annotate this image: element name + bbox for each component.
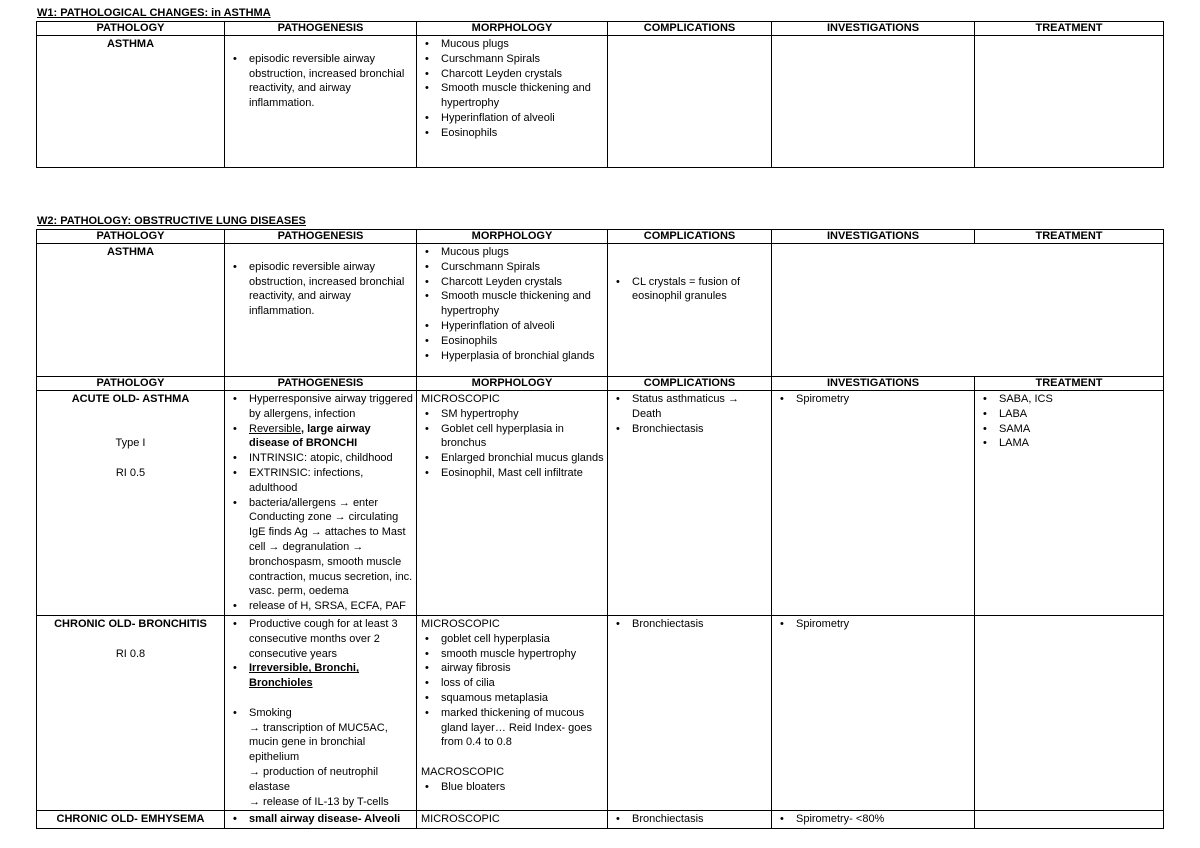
list-item: • Bronchiectasis [610,617,769,632]
w2-emphysema-pathology-cell [37,811,225,829]
w2-header-complications: COMPLICATIONS [608,230,772,244]
list-item: • Charcott Leyden crystals [419,275,605,290]
w2-bronchitis-pathology-cell [37,615,225,810]
w2-table [36,229,1164,829]
list-item: • Enlarged bronchial mucus glands [419,451,605,466]
list-item: • airway fibrosis [419,661,605,676]
w1-investigations-cell [772,36,975,168]
list-item: • Mucous plugs [419,37,605,52]
list-item: → release of IL-13 by T-cells [249,795,389,808]
list-item: • Status asthmaticus → Death [610,392,769,422]
w1-pathogenesis-cell [225,36,417,168]
w2-acute-type: Type I [115,437,146,450]
w2-bronchitis-pathology: CHRONIC OLD- BRONCHITIS [54,617,207,630]
w1-row-asthma [37,36,1164,168]
macroscopic-heading: MACROSCOPIC [421,765,505,778]
w2-acute-treatment-cell [975,391,1164,616]
list-item: • goblet cell hyperplasia [419,632,605,647]
reversible-text: Reversible [249,422,301,435]
w1-header-morphology: MORPHOLOGY [417,22,608,36]
w2-subheader-complications: COMPLICATIONS [608,377,772,391]
w1-pathology: ASTHMA [106,38,155,50]
w1-table [36,21,1164,168]
list-item: • Spirometry [774,392,972,407]
list-item: • SAMA [977,422,1161,437]
w2-subheader-morphology: MORPHOLOGY [417,377,608,391]
w2-subheader-pathogenesis: PATHOGENESIS [225,377,417,391]
w2-emphysema-complications-cell [608,811,772,829]
w2-emphysema-morphology-cell [417,811,608,829]
list-item: • SM hypertrophy [419,407,605,422]
list-item: • Blue bloaters [419,780,605,795]
microscopic-heading: MICROSCOPIC [421,617,500,630]
list-item: • Spirometry [774,617,972,632]
w2-acute-pathology: ACUTE OLD- ASTHMA [71,393,190,405]
w2-asthma-pathology: ASTHMA [106,246,155,258]
list-item: • Eosinophils [419,126,605,141]
w2-emphysema-pathogenesis-cell [225,811,417,829]
list-item: • squamous metaplasia [419,691,605,706]
list-item: • Smooth muscle thickening and hypertrophy [419,81,605,111]
list-item: • LAMA [977,436,1161,451]
w2-acute-morphology-cell [417,391,608,616]
w2-header-row [37,230,1164,244]
w2-title: W2: PATHOLOGY: OBSTRUCTIVE LUNG DISEASES [37,215,306,227]
w2-bronchitis-pathogenesis-cell [225,615,417,810]
w2-row-chronic-bronchitis [37,615,1164,810]
list-item: • loss of cilia [419,676,605,691]
w2-asthma-inv-treat-cell [772,244,1164,377]
list-item: • small airway disease- Alveoli [227,812,414,827]
w2-emphysema-treatment-cell [975,811,1164,829]
w1-header-pathogenesis: PATHOGENESIS [225,22,417,36]
list-item: • CL crystals = fusion of eosinophil granules [610,275,769,305]
w2-header-pathology: PATHOLOGY [37,230,225,244]
w2-header-morphology: MORPHOLOGY [417,230,608,244]
w2-row-asthma [37,244,1164,377]
w2-acute-ri: RI 0.5 [115,466,146,479]
w2-subheader-treatment: TREATMENT [975,377,1164,391]
list-item: • Eosinophil, Mast cell infiltrate [419,466,605,481]
w2-bronchitis-morphology-cell [417,615,608,810]
list-item: → production of neutrophil elastase [249,765,379,793]
w1-header-pathology: PATHOLOGY [37,22,225,36]
list-item: • Mucous plugs [419,245,605,260]
list-item: • bacteria/allergens → enter Conducting zone → circulating IgE finds Ag → attaches to Mast cell → degranulation → bronchospasm, smooth muscle contraction, mucus secretion, inc. vasc. perm, oedema [227,496,414,600]
list-item: • EXTRINSIC: infections, adulthood [227,466,414,496]
list-item: → transcription of MUC5AC, mucin gene in bronchial epithelium [249,721,388,764]
w2-asthma-pathogenesis-cell [225,244,417,377]
w2-bronchitis-complications-cell [608,615,772,810]
w2-bronchitis-investigations-cell [772,615,975,810]
w1-header-complications: COMPLICATIONS [608,22,772,36]
w2-subheader-investigations: INVESTIGATIONS [772,377,975,391]
w2-acute-pathogenesis-cell [225,391,417,616]
list-item: • smooth muscle hypertrophy [419,647,605,662]
w2-bronchitis-ri: RI 0.8 [115,647,146,660]
list-item: • Spirometry- <80% [774,812,972,827]
list-item: • Curschmann Spirals [419,260,605,275]
list-item: • Hyperresponsive airway triggered by allergens, infection [227,392,414,422]
w2-asthma-complications-cell [608,244,772,377]
list-item: • Charcott Leyden crystals [419,67,605,82]
list-item: • marked thickening of mucous gland layer… Reid Index- goes from 0.4 to 0.8 [419,706,605,750]
list-item: • episodic reversible airway obstruction, increased bronchial reactivity, and airway inflammation. [227,52,414,111]
w1-pathology-cell [37,36,225,168]
w2-header-treatment: TREATMENT [975,230,1164,244]
list-item: • Productive cough for at least 3 consecutive months over 2 consecutive years [227,617,414,661]
w2-asthma-morphology-cell [417,244,608,377]
list-item: • Bronchiectasis [610,812,769,827]
irreversible-text: Irreversible, Bronchi, Bronchioles [249,662,360,690]
w2-acute-complications-cell [608,391,772,616]
w1-title: W1: PATHOLOGICAL CHANGES: in ASTHMA [37,7,271,19]
w2-row-chronic-emphysema [37,811,1164,829]
w1-header-treatment: TREATMENT [975,22,1164,36]
list-item [227,422,414,452]
list-item: • Smoking [227,706,414,721]
w2-row-acute-asthma [37,391,1164,616]
w2-subheader-row [37,377,1164,391]
w2-acute-investigations-cell [772,391,975,616]
w2-emphysema-investigations-cell [772,811,975,829]
list-item: • Bronchiectasis [610,422,769,437]
w1-complications-cell [608,36,772,168]
w2-acute-pathology-cell [37,391,225,616]
w1-morphology-cell [417,36,608,168]
w2-asthma-pathology-cell [37,244,225,377]
w1-treatment-cell [975,36,1164,168]
microscopic-heading: MICROSCOPIC [421,393,500,405]
large-airway-text: , large airway disease of BRONCHI [249,422,371,450]
w2-emphysema-pathology: CHRONIC OLD- EMHYSEMA [56,813,205,826]
list-item: • Curschmann Spirals [419,52,605,67]
list-item: • episodic reversible airway obstruction, increased bronchial reactivity, and airway inflammation. [227,260,414,319]
w2-bronchitis-treatment-cell [975,615,1164,810]
w2-header-pathogenesis: PATHOGENESIS [225,230,417,244]
list-item: • INTRINSIC: atopic, childhood [227,451,414,466]
list-item: • SABA, ICS [977,392,1161,407]
w1-header-row [37,22,1164,36]
list-item: • Hyperinflation of alveoli [419,319,605,334]
list-item: • release of H, SRSA, ECFA, PAF [227,599,414,614]
list-item: • LABA [977,407,1161,422]
list-item: • Eosinophils [419,334,605,349]
list-item: • Smooth muscle thickening and hypertrophy [419,289,605,319]
w2-header-investigations: INVESTIGATIONS [772,230,975,244]
w1-header-investigations: INVESTIGATIONS [772,22,975,36]
list-item: • Hyperinflation of alveoli [419,111,605,126]
list-item [227,661,414,691]
list-item: • Hyperplasia of bronchial glands [419,349,605,364]
w2-subheader-pathology: PATHOLOGY [37,377,225,391]
list-item: • Goblet cell hyperplasia in bronchus [419,422,605,452]
microscopic-heading: MICROSCOPIC [421,813,500,826]
